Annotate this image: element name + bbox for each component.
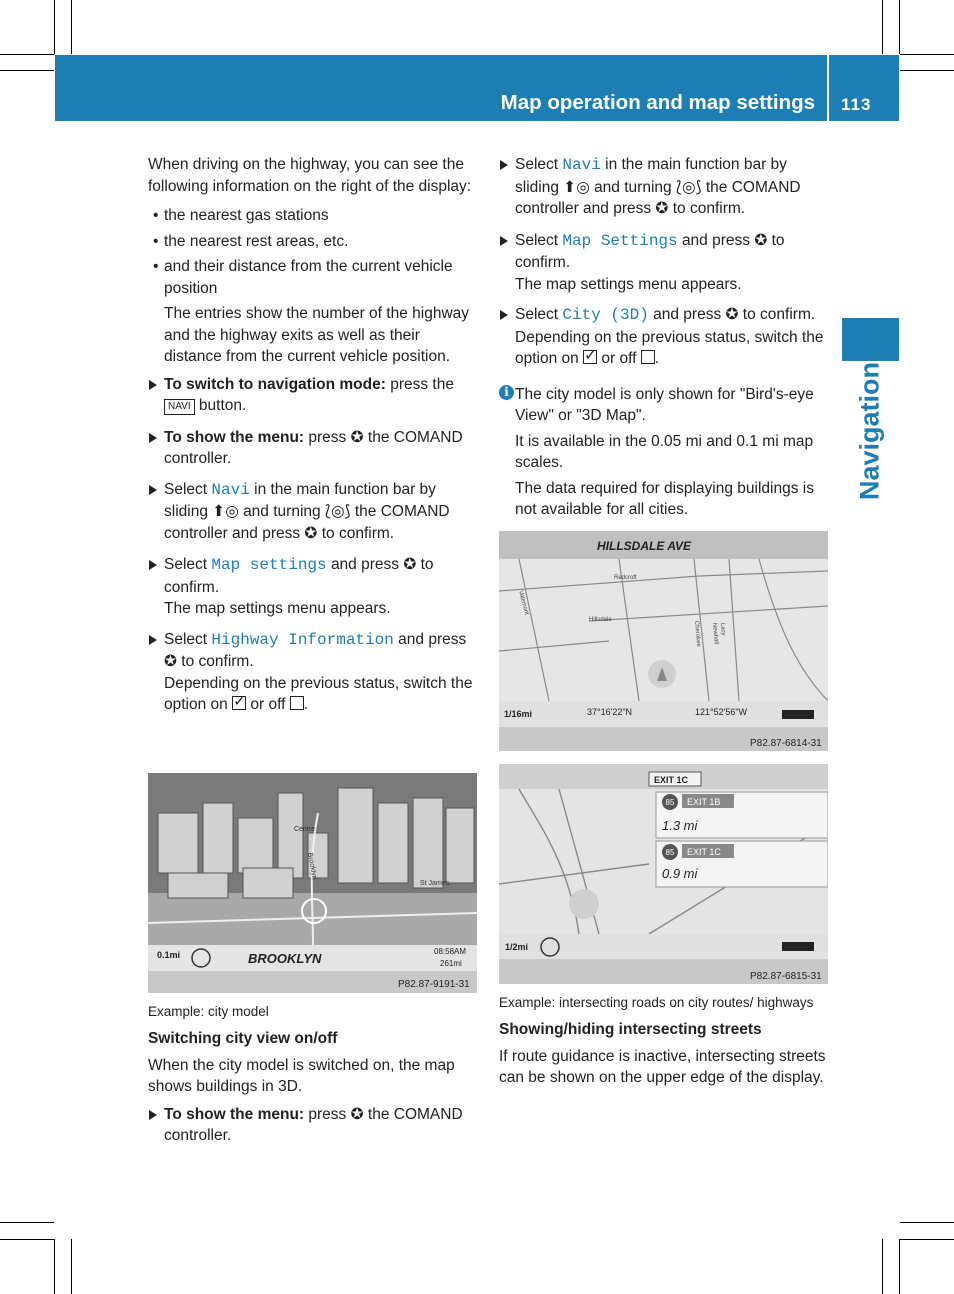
step-text: Select [164,630,208,648]
intro-text: When driving on the highway, you can see the following information on the right of the display: [148,156,472,195]
step-text: press the [390,375,454,393]
street-map-graphic [499,531,828,751]
step-note [148,673,480,716]
bullet-text: the nearest rest areas, etc. [164,232,349,250]
crop-mark [900,70,954,71]
crop-mark [71,1239,72,1294]
crop-mark [54,1239,55,1294]
checkbox-checked-icon [583,350,597,364]
map-label: Cherokee [693,620,702,648]
navi-key-icon: NAVI [164,399,195,415]
bullet-item [148,256,480,299]
menu-item-code: Navi [562,156,601,174]
figure-ref: P82.87-9191-31 [398,979,470,990]
bullet-text: and their distance from the current vehicle position [164,258,453,297]
exit-label: EXIT 1C [687,847,721,857]
crop-mark [900,1239,954,1240]
chapter-label: Navigation [854,361,885,501]
step-text: button. [198,397,247,414]
figure-caption: Example: intersecting roads on city routes/ highways [499,995,814,1010]
checkbox-empty-icon [641,350,655,364]
right-column-lower [499,994,831,1089]
crop-mark [0,1239,54,1240]
menu-item-code: Map settings [211,556,327,574]
city-model-graphic [148,773,477,993]
section-heading: Showing/hiding intersecting streets [499,1021,762,1038]
instruction-step [148,554,480,598]
checkbox-empty-icon [290,696,304,710]
info-text: The data required for displaying buildings is not available for all cities. [515,479,814,518]
crop-mark [0,1222,54,1223]
crop-mark [882,0,883,54]
step-text: or off [601,350,637,367]
step-text: Depending on the previous status, switch the option on [515,328,824,367]
figure-ref: P82.87-6814-31 [750,738,822,749]
signal-bars-icon [782,710,814,719]
signal-bars-icon [782,942,814,951]
street-map-screenshot [499,531,828,751]
step-text: Select [515,306,559,323]
step-text: Depending on the previous status, switch the option on [164,674,473,713]
step-text: Select [515,156,559,173]
menu-item-code: Navi [211,480,250,499]
page-number: 113 [841,95,872,114]
instruction-step [499,154,831,220]
step-note: The map settings menu appears. [164,600,391,617]
info-text: The city model is only shown for "Bird's-eye View" or "3D Map". [515,385,814,424]
bullet-text: the nearest gas stations [164,207,329,224]
longitude-label: 121°52'56"W [695,707,748,717]
figure-caption: Example: city model [148,1004,269,1019]
figure-ref: P82.87-6815-31 [750,971,822,982]
chapter-tab [842,318,899,361]
crop-mark [900,1222,954,1223]
instruction-step [148,479,480,545]
city-model-screenshot [148,773,477,993]
scale-label: 0.1mi [157,950,181,960]
step-text: press ✪ the COMAND controller. [164,1105,463,1144]
bullet-item [148,231,480,253]
bullet-item [148,205,480,227]
section-text: If route guidance is inactive, intersecting streets can be shown on the upper edge of the display. [499,1047,826,1086]
step-text: press ✪ the COMAND controller. [164,428,463,467]
highway-shield: 85 [665,848,675,857]
menu-item-code: Highway Information [211,630,394,649]
step-bold: To switch to navigation mode: [164,375,386,393]
exit-distance: 0.9 mi [662,866,698,881]
highway-map-screenshot [499,764,828,984]
crop-mark [882,1239,883,1294]
page-title: Map operation and map settings [500,91,815,114]
crop-mark [0,70,54,71]
map-label: Lacy [719,622,727,636]
step-note [499,327,831,370]
step-text: in the main function bar by sliding ⬆◎ and turning ⟅◎⟆ the COMAND controller and press ✪ to confirm. [515,156,801,217]
instruction-step [148,629,480,673]
crop-mark [0,54,54,55]
street-name: HILLSDALE AVE [597,539,692,553]
scale-label: 1/2mi [505,942,529,952]
map-label: Redcroft [614,575,637,581]
instruction-step [148,427,480,470]
crop-mark [71,0,72,54]
highway-shield: 85 [665,798,675,807]
map-label: St James [420,880,450,887]
info-text: It is available in the 0.05 mi and 0.1 mi map scales. [515,432,814,471]
highway-map-graphic [499,764,828,984]
info-note [499,384,831,521]
step-text: . [303,696,309,713]
instruction-step [499,304,831,327]
exit-label: EXIT 1B [687,797,721,807]
info-icon: i [499,385,514,400]
menu-item-code: City (3D) [562,306,649,324]
step-text: and press ✪ to confirm. [164,556,434,596]
map-label: Brooklyn [306,852,318,881]
exit-distance: 1.3 mi [662,818,698,833]
step-text: and press ✪ to confirm. [653,306,816,323]
map-label: Hillsdale [589,617,612,623]
map-label: Newhall [711,622,719,645]
step-text: and press ✪ to confirm. [164,630,467,670]
left-column-lower [148,1003,480,1147]
left-column [148,154,480,716]
right-column [499,154,831,521]
distance-label: 261mi [440,959,462,968]
checkbox-checked-icon [232,696,246,710]
step-text: . [654,350,660,367]
exit-label: EXIT 1C [654,775,689,785]
section-text: When the city model is switched on, the map shows buildings in 3D. [148,1056,455,1095]
step-bold: To show the menu: [164,1105,305,1123]
step-text: and press ✪ to confirm. [515,231,785,271]
latitude-label: 37°16'22"N [587,707,633,717]
header-divider [827,55,829,121]
instruction-step [148,374,480,417]
step-text: in the main function bar by sliding ⬆◎ and turning ⟅◎⟆ the COMAND controller and press ✪ to confirm. [164,480,450,542]
step-text: Select [164,480,208,498]
instruction-step [499,230,831,274]
map-label: Centre [294,826,316,833]
page-header [55,55,899,121]
crop-mark [900,54,954,55]
scale-label: 1/16mi [504,709,533,719]
menu-item-code: Map Settings [562,231,678,250]
step-text: or off [250,696,286,713]
bullet-note: The entries show the number of the highway and the highway exits as well as their distance from the current vehicle position. [164,305,470,365]
step-text: Select [515,231,559,249]
place-name: BROOKLYN [248,951,322,966]
step-bold: To show the menu: [164,428,305,446]
section-heading: Switching city view on/off [148,1030,338,1047]
step-note: The map settings menu appears. [515,275,742,293]
step-text: Select [164,556,208,573]
instruction-step [148,1104,480,1147]
time-label: 08:58AM [434,947,467,956]
map-label: Valemont [517,589,530,616]
crop-mark [54,0,55,54]
crop-mark [899,0,900,54]
crop-mark [899,1239,900,1294]
